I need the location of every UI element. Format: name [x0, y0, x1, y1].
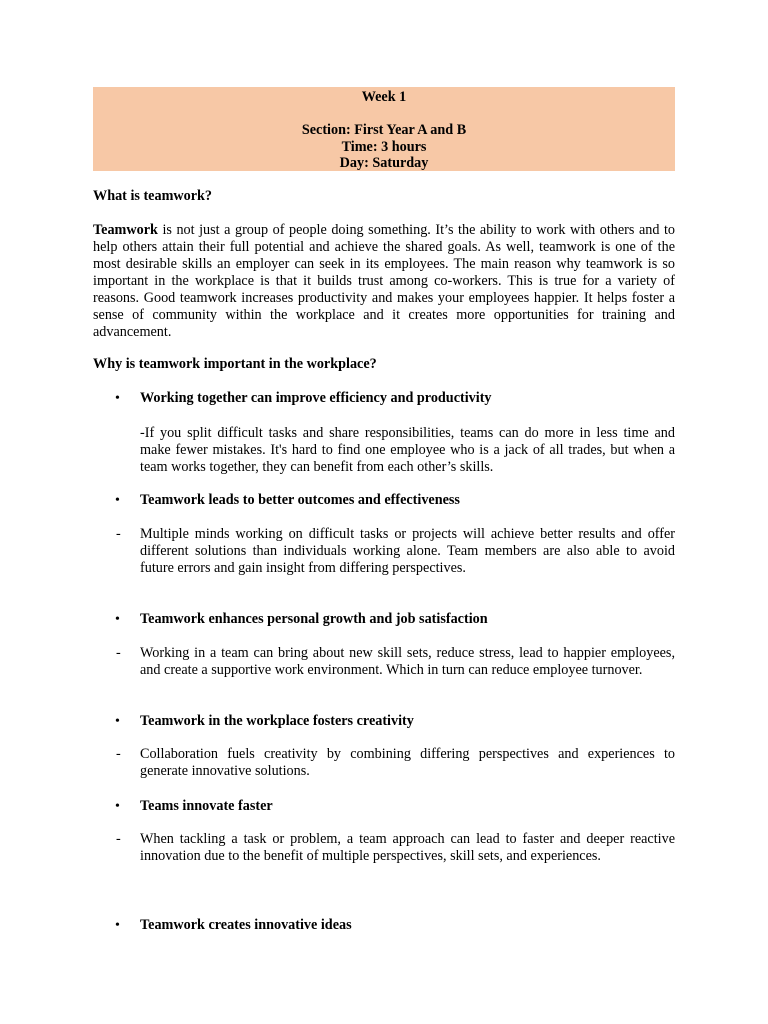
item-3-title: Teamwork enhances personal growth and job satisfaction [140, 611, 488, 627]
item-1-body: -If you split difficult tasks and share responsibilities, teams can do more in less time and make fewer mistakes. It's hard to find one employee who is a jack of all trades, but when a team works together, they can benefit from each other’s skills. [140, 425, 675, 475]
item-3-body: Working in a team can bring about new skill sets, reduce stress, lead to happier employees, and create a supportive work environment. Which in turn can reduce employee turnover. [140, 645, 675, 678]
item-6-title: Teamwork creates innovative ideas [140, 917, 352, 933]
intro-lead-term: Teamwork [93, 222, 158, 238]
question-why-important: Why is teamwork important in the workplace? [93, 356, 377, 372]
week-header-box [93, 87, 675, 171]
item-5-body: When tackling a task or problem, a team approach can lead to faster and deeper reactive innovation due to the benefit of multiple perspectives, skill sets, and experiences. [140, 831, 675, 864]
item-2-title: Teamwork leads to better outcomes and effectiveness [140, 492, 460, 508]
week-title: Week 1 [361, 89, 407, 105]
item-5-title: Teams innovate faster [140, 798, 273, 814]
dash-5: - [116, 831, 121, 847]
bullet-3: • [115, 612, 120, 627]
bullet-1: • [115, 391, 120, 406]
day-line: Day: Saturday [339, 155, 429, 171]
dash-2: - [116, 526, 121, 542]
section-line: Section: First Year A and B [301, 122, 467, 138]
item-4-title: Teamwork in the workplace fosters creativity [140, 713, 414, 729]
bullet-6: • [115, 918, 120, 933]
bullet-4: • [115, 714, 120, 729]
bullet-5: • [115, 799, 120, 814]
bullet-2: • [115, 493, 120, 508]
time-line: Time: 3 hours [341, 139, 427, 155]
item-4-body: Collaboration fuels creativity by combining differing perspectives and experiences to generate innovative solutions. [140, 746, 675, 779]
intro-paragraph [93, 222, 675, 341]
question-what-is-teamwork: What is teamwork? [93, 188, 213, 204]
item-1-title: Working together can improve efficiency and productivity [140, 390, 492, 406]
item-2-body: Multiple minds working on difficult tasks or projects will achieve better results and offer different solutions than individuals working alone. Team members are also able to avoid future errors and gain insight from differing perspectives. [140, 526, 675, 576]
intro-text: is not just a group of people doing something. It’s the ability to work with others and to help others attain their full potential and achieve the shared goals. As well, teamwork is one of the most desirable skills an employer can seek in its employees. The main reason why teamwork is so important in the workplace is that it builds trust among co-workers. This is true for a variety of reasons. Good teamwork increases productivity and makes your employees happier. It helps foster a sense of community within the workplace and it creates more opportunities for training and advancement. [93, 222, 675, 340]
dash-3: - [116, 645, 121, 661]
dash-4: - [116, 746, 121, 762]
